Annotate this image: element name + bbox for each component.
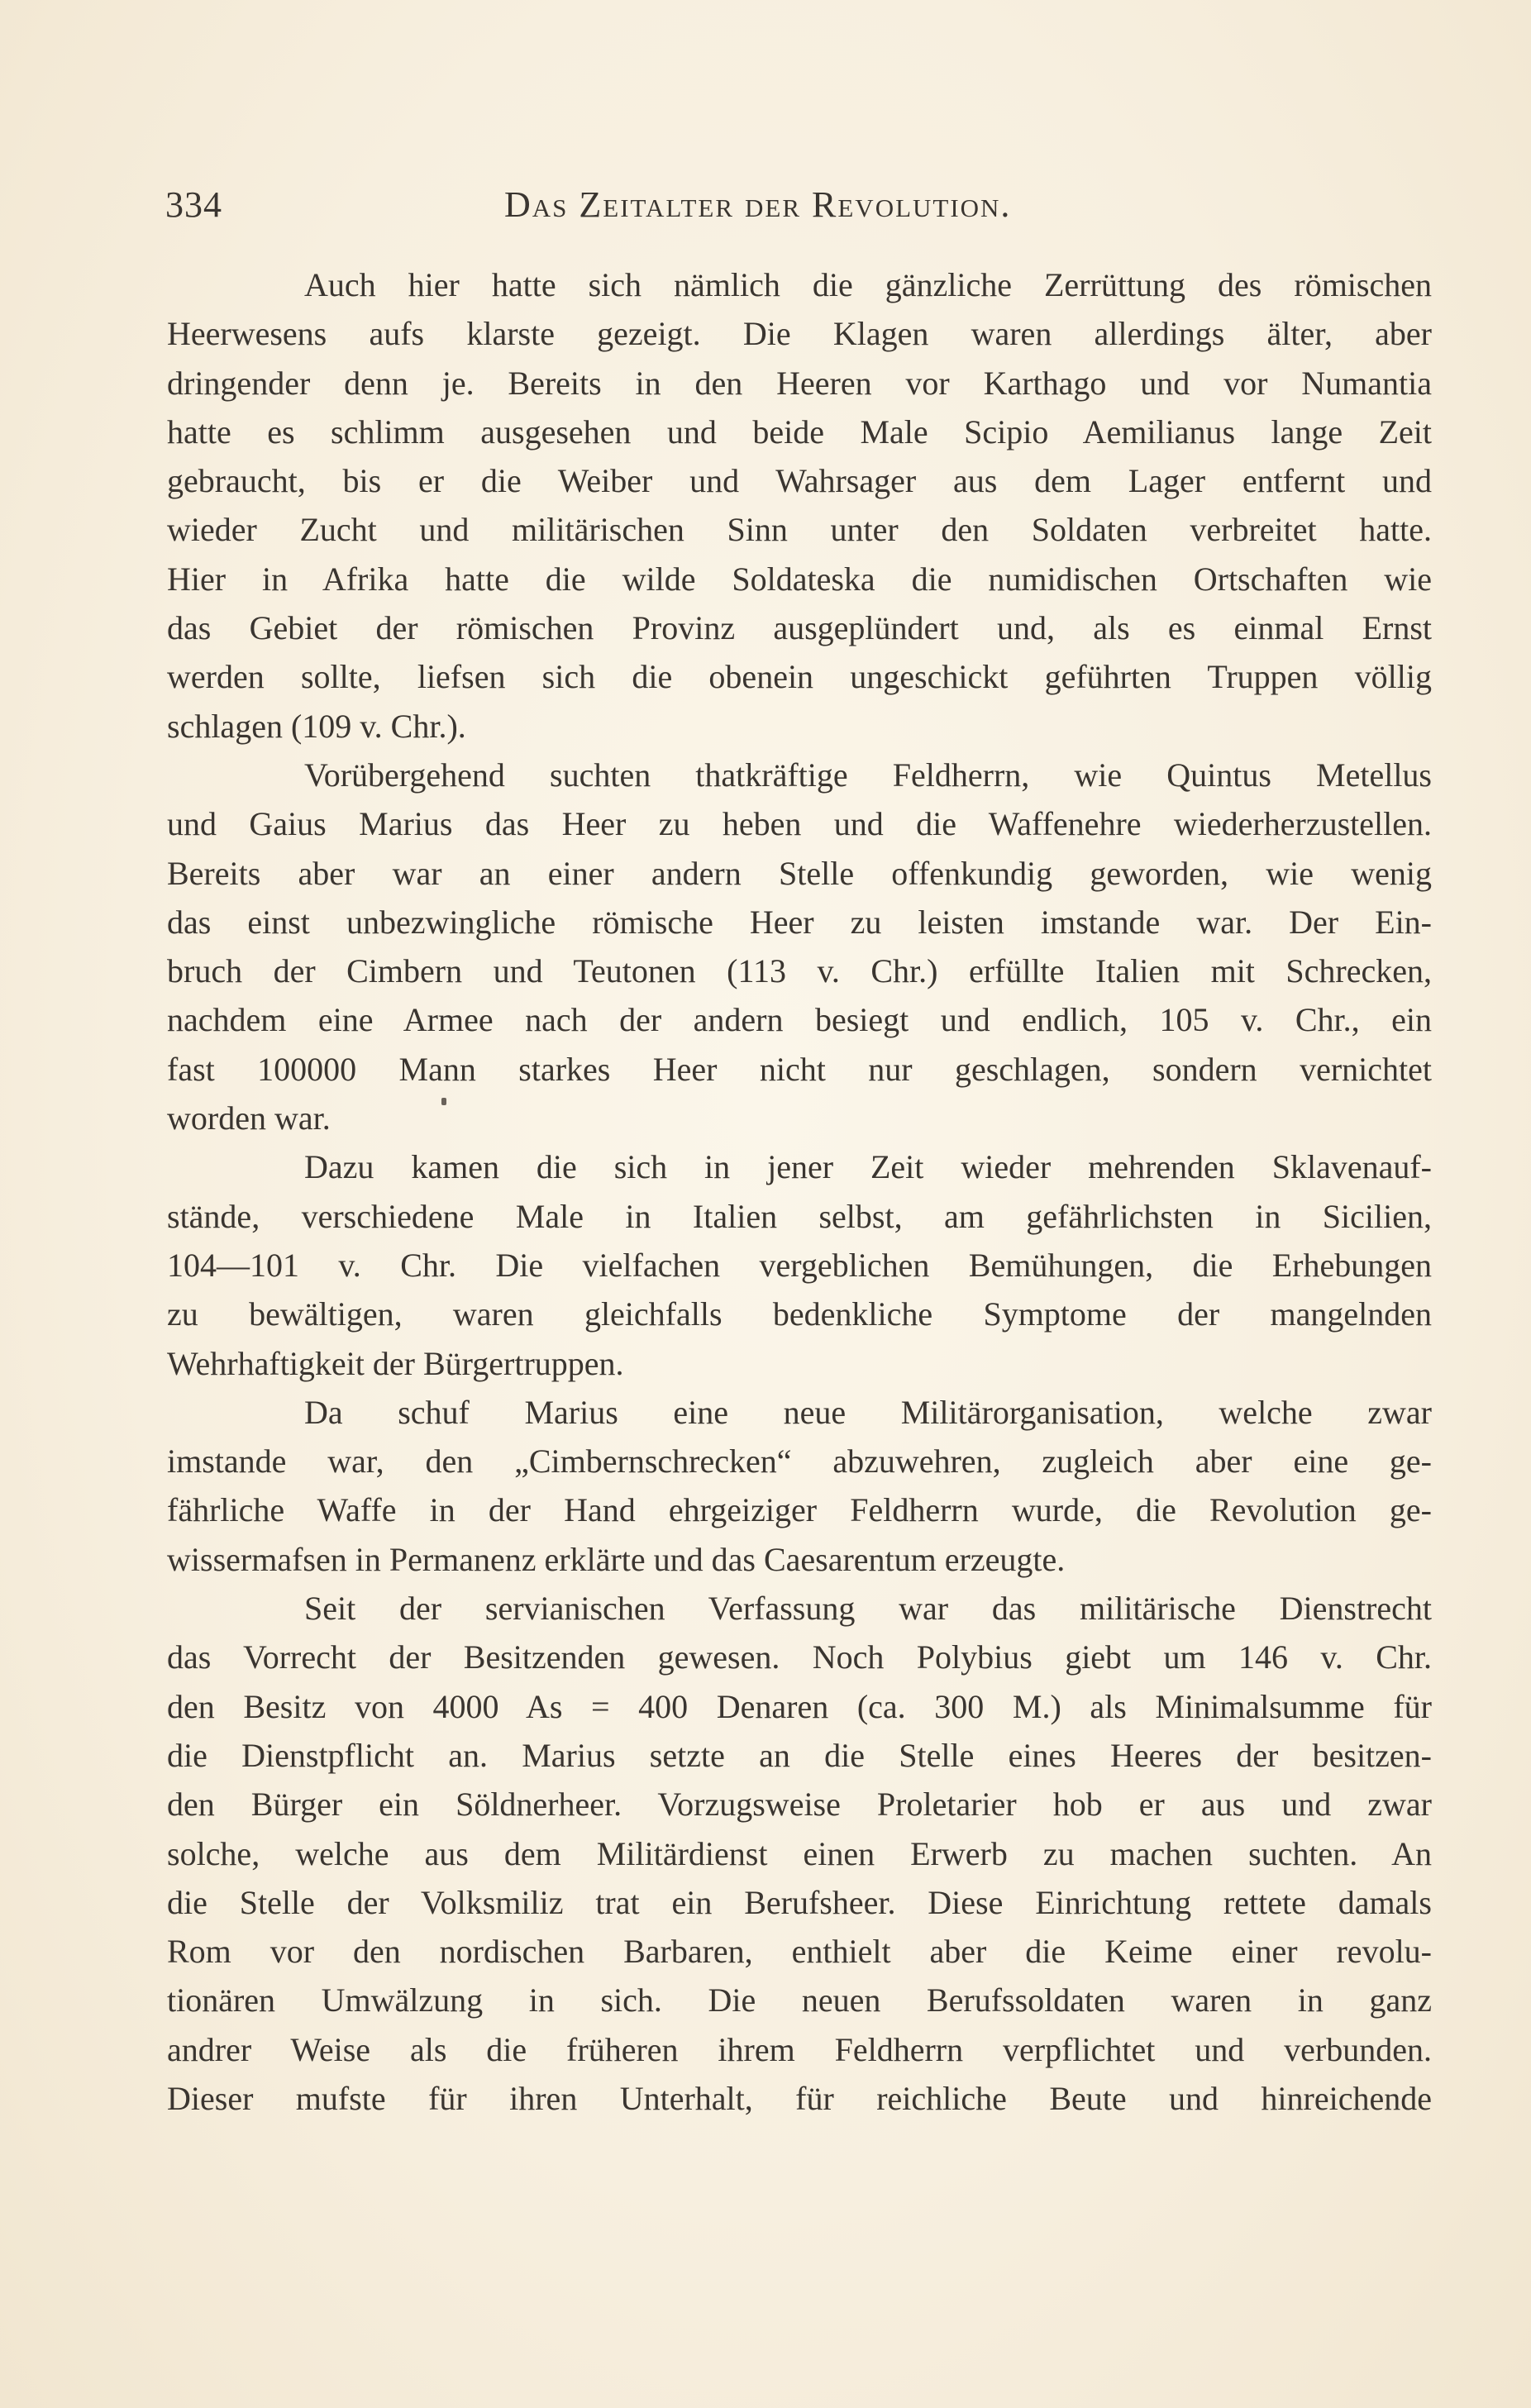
text-line: Da schuf Marius eine neue Militärorganisation, welche zwar xyxy=(304,1393,1432,1431)
text-line: das einst unbezwingliche römische Heer zu leisten imstande war. Der Ein- xyxy=(167,903,1432,941)
text-line: worden war. xyxy=(167,1099,331,1137)
running-head xyxy=(165,184,1430,233)
text-line: 104—101 v. Chr. Die vielfachen vergeblichen Bemühungen, die Erhebungen xyxy=(167,1246,1432,1284)
text-line: Dieser mufste für ihren Unterhalt, für reichliche Beute und hinreichende xyxy=(167,2079,1432,2117)
text-line: die Stelle der Volksmiliz trat ein Berufsheer. Diese Einrichtung rettete damals xyxy=(167,1883,1432,1921)
page-number: 334 xyxy=(165,184,222,225)
text-line: Wehrhaftigkeit der Bürgertruppen. xyxy=(167,1344,624,1382)
text-line: die Dienstpflicht an. Marius setzte an die Stelle eines Heeres der besitzen- xyxy=(167,1736,1432,1774)
text-line: Dazu kamen die sich in jener Zeit wieder mehrenden Sklavenauf- xyxy=(304,1148,1432,1186)
text-line: imstande war, den „Cimbernschrecken“ abzuwehren, zugleich aber eine ge- xyxy=(167,1442,1432,1481)
text-line: schlagen (109 v. Chr.). xyxy=(167,707,466,745)
text-line: Bereits aber war an einer andern Stelle offenkundig geworden, wie wenig xyxy=(167,854,1432,892)
text-line: tionären Umwälzung in sich. Die neuen Berufssoldaten waren in ganz xyxy=(167,1981,1432,2019)
text-line: Hier in Afrika hatte die wilde Soldateska die numidischen Ortschaften wie xyxy=(167,560,1432,598)
text-line: zu bewältigen, waren gleichfalls bedenkliche Symptome der mangelnden xyxy=(167,1295,1432,1333)
text-line: hatte es schlimm ausgesehen und beide Male Scipio Aemilianus lange Zeit xyxy=(167,412,1432,451)
text-line: dringender denn je. Bereits in den Heeren vor Karthago und vor Numantia xyxy=(167,364,1432,402)
text-line: andrer Weise als die früheren ihrem Feldherrn verpflichtet und verbunden. xyxy=(167,2030,1432,2068)
text-line: werden sollte, liefsen sich die obenein ungeschickt geführten Truppen völlig xyxy=(167,658,1432,696)
text-line: fährliche Waffe in der Hand ehrgeiziger Feldherrn wurde, die Revolution ge- xyxy=(167,1491,1432,1529)
text-line: das Vorrecht der Besitzenden gewesen. Noch Polybius giebt um 146 v. Chr. xyxy=(167,1638,1432,1676)
text-line: solche, welche aus dem Militärdienst einen Erwerb zu machen suchten. An xyxy=(167,1834,1432,1872)
text-line: das Gebiet der römischen Provinz ausgeplündert und, als es einmal Ernst xyxy=(167,609,1432,647)
text-line: den Besitz von 4000 As = 400 Denaren (ca. 300 M.) als Minimalsumme für xyxy=(167,1687,1432,1725)
text-line: wissermafsen in Permanenz erklärte und das Caesarentum erzeugte. xyxy=(167,1540,1066,1578)
text-line: den Bürger ein Söldnerheer. Vorzugsweise Proletarier hob er aus und zwar xyxy=(167,1786,1432,1824)
text-line: fast 100000 Mann starkes Heer nicht nur geschlagen, sondern vernichtet xyxy=(167,1050,1432,1088)
text-line: wieder Zucht und militärischen Sinn unter den Soldaten verbreitet hatte. xyxy=(167,511,1432,549)
text-line: und Gaius Marius das Heer zu heben und die Waffenehre wiederherzustellen. xyxy=(167,805,1432,843)
text-line: nachdem eine Armee nach der andern besiegt und endlich, 105 v. Chr., ein xyxy=(167,1001,1432,1039)
header-title: Das Zeitalter der Revolution. xyxy=(504,184,1012,225)
text-line: Auch hier hatte sich nämlich die gänzliche Zerrüttung des römischen xyxy=(304,266,1432,303)
text-line: bruch der Cimbern und Teutonen (113 v. Chr.) erfüllte Italien mit Schrecken, xyxy=(167,952,1432,990)
text-line: Heerwesens aufs klarste gezeigt. Die Klagen waren allerdings älter, aber xyxy=(167,315,1432,353)
text-line: Vorübergehend suchten thatkräftige Feldherrn, wie Quintus Metellus xyxy=(304,756,1432,794)
text-line: stände, verschiedene Male in Italien selbst, am gefährlichsten in Sicilien, xyxy=(167,1197,1432,1235)
body-text xyxy=(167,260,1432,2123)
text-line: Seit der servianischen Verfassung war das militärische Dienstrecht xyxy=(304,1590,1432,1628)
text-line: gebraucht, bis er die Weiber und Wahrsager aus dem Lager entfernt und xyxy=(167,462,1432,500)
print-speck xyxy=(441,1098,446,1105)
text-line: Rom vor den nordischen Barbaren, enthielt aber die Keime einer revolu- xyxy=(167,1933,1432,1971)
